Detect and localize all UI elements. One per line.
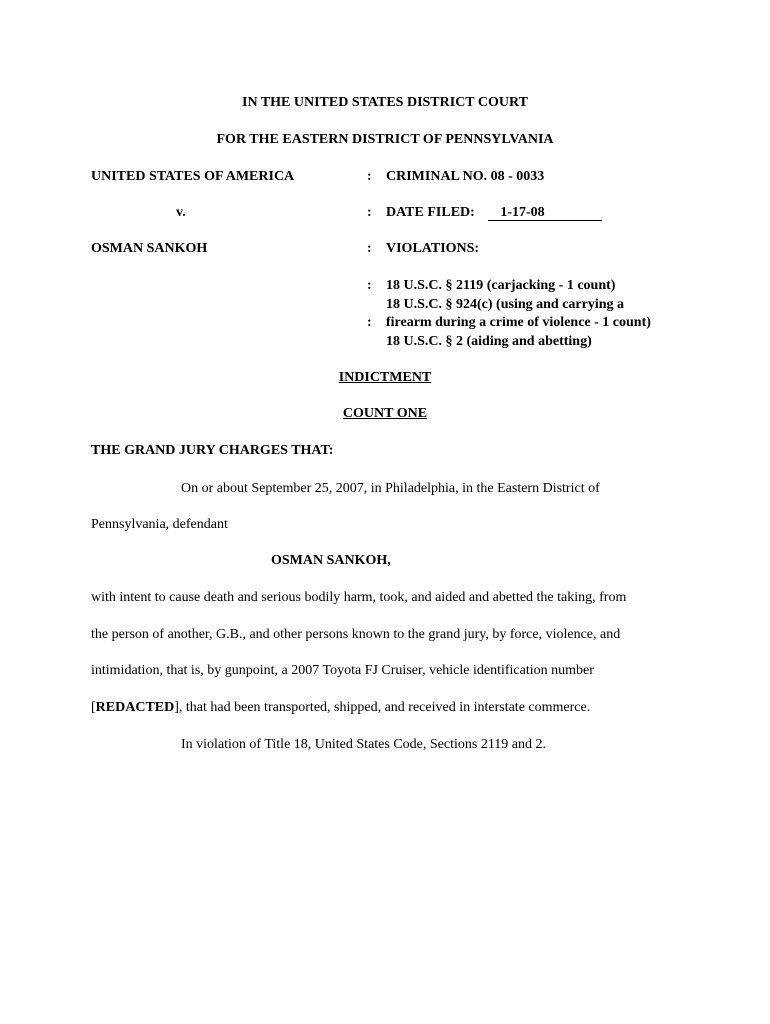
charge-intro: THE GRAND JURY CHARGES THAT: [91, 443, 334, 458]
violation-item: 18 U.S.C. § 924(c) (using and carrying a [386, 297, 625, 312]
date-filed-label: DATE FILED: [386, 205, 475, 220]
paragraph-line-rest: , that had been transported, shipped, and received in interstate commerce. [178, 700, 591, 715]
versus-label: v. [176, 205, 186, 220]
violation-item: 18 U.S.C. § 2119 (carjacking - 1 count) [386, 278, 616, 293]
violation-statement: In violation of Title 18, United States Code, Sections 2119 and 2. [181, 737, 547, 752]
defendant-name-body: OSMAN SANKOH, [271, 553, 391, 568]
bracket-close: ] [174, 700, 179, 715]
caption-separator: : [367, 315, 372, 330]
paragraph-line: On or about September 25, 2007, in Philadelphia, in the Eastern District of [181, 481, 600, 496]
paragraph-line: Pennsylvania, defendant [91, 517, 228, 532]
plaintiff-name: UNITED STATES OF AMERICA [91, 169, 295, 184]
criminal-number: CRIMINAL NO. 08 - 0033 [386, 169, 545, 184]
paragraph-line: the person of another, G.B., and other persons known to the grand jury, by force, violence, and [91, 627, 621, 642]
defendant-name: OSMAN SANKOH [91, 241, 208, 256]
count-heading: COUNT ONE [342, 406, 428, 421]
caption-separator: : [367, 241, 372, 256]
redacted-text: REDACTED [95, 700, 175, 715]
date-filed [386, 205, 602, 221]
indictment-title: INDICTMENT [338, 370, 432, 385]
paragraph-line [91, 700, 590, 716]
violation-item: 18 U.S.C. § 2 (aiding and abetting) [386, 334, 592, 349]
caption-separator: : [367, 169, 372, 184]
violations-label: VIOLATIONS: [386, 241, 480, 256]
date-filed-value: 1-17-08 [488, 206, 602, 221]
paragraph-line: intimidation, that is, by gunpoint, a 2007 Toyota FJ Cruiser, vehicle identification number [91, 663, 594, 678]
violation-item: firearm during a crime of violence - 1 count) [386, 315, 651, 330]
caption-separator: : [367, 205, 372, 220]
paragraph-line: with intent to cause death and serious bodily harm, took, and aided and abetted the taking, from [91, 590, 627, 605]
court-title-line1: IN THE UNITED STATES DISTRICT COURT [242, 95, 528, 110]
bracket-open: [ [91, 700, 96, 715]
court-title-line2: FOR THE EASTERN DISTRICT OF PENNSYLVANIA [216, 132, 554, 147]
caption-separator: : [367, 278, 372, 293]
